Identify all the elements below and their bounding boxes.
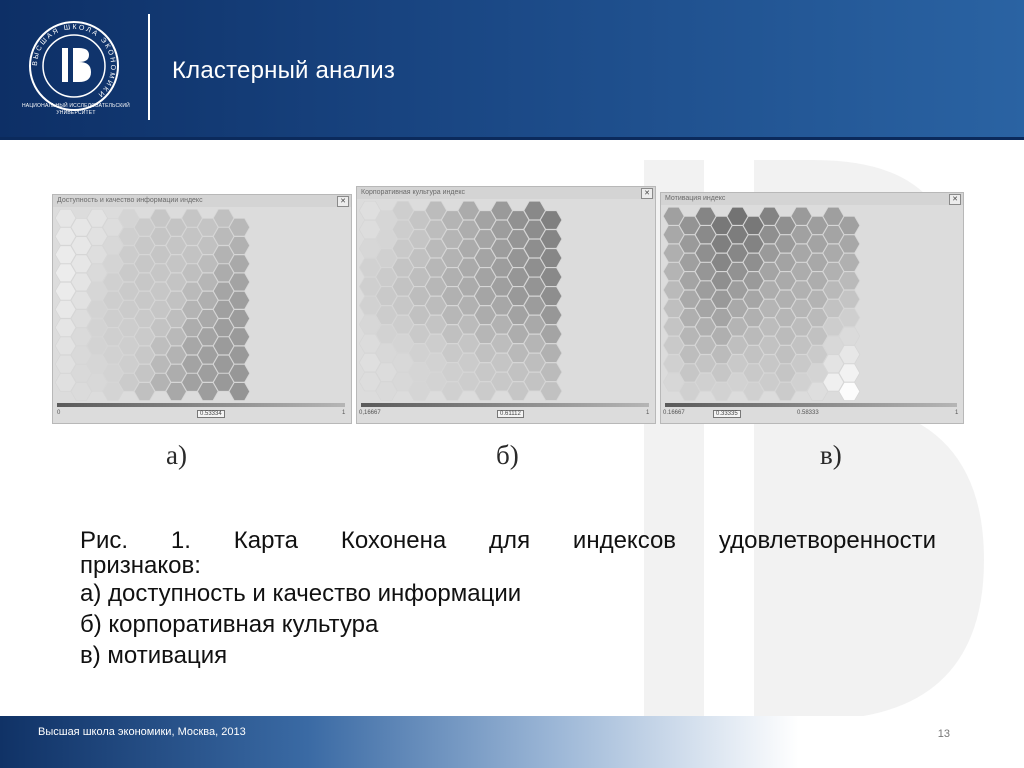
caption-line: признаков: bbox=[80, 552, 201, 579]
hse-logo bbox=[26, 18, 122, 114]
logo-ring-text: ВЫСШАЯ ШКОЛА ЭКОНОМИКИ bbox=[31, 23, 117, 100]
page-number: 13 bbox=[937, 728, 950, 740]
panel-a bbox=[52, 194, 352, 424]
scale-max-label: 1 bbox=[955, 410, 959, 416]
figure-caption bbox=[80, 528, 936, 671]
hex-map bbox=[663, 207, 961, 401]
scale-min-label: 0.16667 bbox=[663, 410, 685, 416]
scale-value-box: 0.33335 bbox=[713, 410, 741, 418]
panel-title: Мотивация индекс bbox=[661, 193, 963, 205]
logo-caption: НАЦИОНАЛЬНЫЙ ИССЛЕДОВАТЕЛЬСКИЙ УНИВЕРСИТЕТ bbox=[22, 103, 130, 116]
slide-title: Кластерный анализ bbox=[172, 57, 396, 84]
panel-title: Корпоративная культура индекс bbox=[357, 187, 655, 199]
caption-line: Рис. 1. Карта Кохонена для индексов удовлетворенности bbox=[80, 527, 936, 554]
scale-bar bbox=[57, 403, 345, 407]
panel-b bbox=[356, 186, 656, 424]
caption-line: а) доступность и качество информации bbox=[80, 580, 522, 607]
panel-title: Доступность и качество информации индекс bbox=[53, 195, 351, 207]
kohonen-figure bbox=[50, 182, 970, 428]
footer-bar bbox=[0, 716, 1024, 768]
subfigure-label-a: а) bbox=[166, 440, 187, 470]
caption-line: в) мотивация bbox=[80, 642, 228, 669]
subfigure-label-c: в) bbox=[820, 440, 842, 470]
hex-map bbox=[55, 209, 349, 401]
scale-value-box: 0.61112 bbox=[497, 410, 524, 418]
scale-value-box: 0.53334 bbox=[197, 410, 225, 418]
header-separator bbox=[148, 14, 150, 120]
scale-max-label: 1 bbox=[342, 410, 346, 416]
scale-mid-label: 0.58333 bbox=[797, 410, 819, 416]
scale-min-label: 0,16667 bbox=[359, 410, 381, 416]
caption-line: б) корпоративная культура bbox=[80, 611, 379, 638]
panel-c bbox=[660, 192, 964, 424]
footer-text: Высшая школа экономики, Москва, 2013 bbox=[38, 726, 246, 738]
header-bar bbox=[0, 0, 1024, 137]
scale-min-label: 0 bbox=[57, 410, 61, 416]
hex-map bbox=[359, 201, 653, 401]
scale-max-label: 1 bbox=[646, 410, 650, 416]
scale-bar bbox=[361, 403, 649, 407]
close-button[interactable]: ✕ bbox=[337, 196, 349, 207]
close-button[interactable]: ✕ bbox=[641, 188, 653, 199]
subfigure-label-b: б) bbox=[496, 440, 519, 470]
close-button[interactable]: ✕ bbox=[949, 194, 961, 205]
scale-bar bbox=[665, 403, 957, 407]
